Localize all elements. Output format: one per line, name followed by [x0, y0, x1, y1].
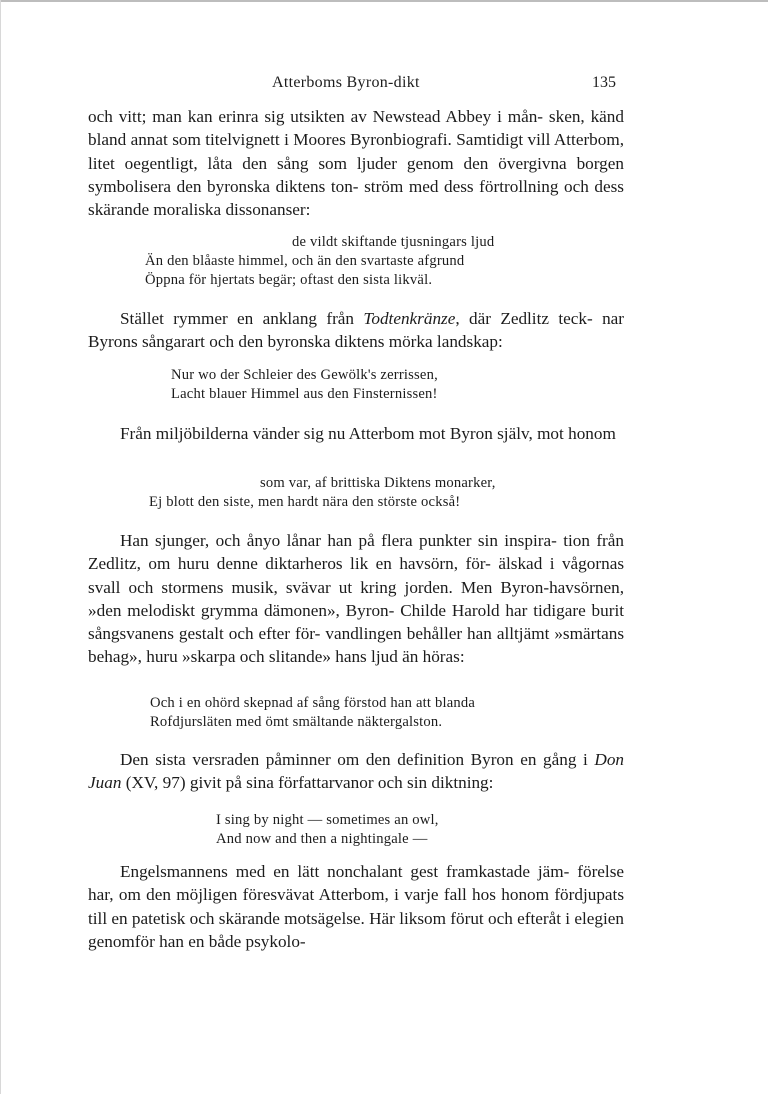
text-line: honom fördjupats till en patetisk och skärande motsägelse. Här: [88, 885, 625, 928]
text-run: Stället rymmer en anklang från: [120, 309, 364, 328]
text-line: genom den övergivna borgen symbolisera den byronska diktens ton-: [88, 153, 624, 196]
verse-line: I sing by night — sometimes an owl,: [216, 812, 439, 828]
paragraph-2-text: [88, 307, 624, 354]
verse-line: Ej blott den siste, men hardt nära den störste också!: [149, 494, 461, 510]
text-line: vandlingen behåller han alltjämt »smärtans behag», huru »skarpa: [88, 624, 625, 667]
text-line: sken, känd bland annat som titelvignett i Moores Byronbiografi.: [88, 107, 624, 150]
text-line: Den sista versraden påminner om den definition Byron en gång: [120, 750, 577, 769]
paragraph-5-text: [88, 748, 624, 795]
verse-line: Än den blåaste himmel, och än den svartaste afgrund: [145, 253, 465, 269]
text-line: Från miljöbilderna vänder sig nu Atterbom mot Byron själv,: [120, 424, 533, 443]
paragraph-6: [88, 860, 624, 953]
text-line: liksom förut och efteråt i elegien genomför han en både psykolo-: [88, 908, 624, 951]
text-line: Engelsmannens med en lätt nonchalant gest framkastade jäm-: [120, 862, 570, 881]
running-title: Atterboms Byron-dikt: [272, 74, 420, 91]
text-line: Men Byron-havsörnen, »den melodiskt grymma dämonen», Byron-: [88, 577, 624, 620]
verse-quote-4: [150, 694, 475, 732]
page-header: [0, 74, 768, 98]
verse-line: de vildt skiftande tjusningars ljud: [292, 234, 495, 250]
italic-title: Don Juan: [88, 750, 625, 793]
verse-line: som var, af brittiska Diktens monarker,: [260, 475, 496, 491]
text-line: och slitande» hans ljud än höras:: [239, 647, 465, 667]
paragraph-1: [88, 105, 624, 221]
text-line: Samtidigt vill Atterbom, litet oegentligt, låta den sång som ljuder: [88, 130, 625, 173]
verse-line: Öppna för hjertats begär; oftast den sista likväl.: [145, 272, 433, 288]
verse-line: Lacht blauer Himmel aus den Finsternissen!: [171, 386, 438, 402]
text-line: förelse har, om den möjligen föresvävat Atterbom, i varje fall hos: [88, 862, 625, 905]
verse-quote-2: [171, 366, 438, 404]
paragraph-2: [88, 307, 624, 354]
paragraph-3-text: [88, 422, 624, 445]
text-line: ström med dess förtrollning och dess skärande moraliska dissonanser:: [88, 176, 624, 220]
text-run: (XV, 97) givit på sina författarvanor och sin diktning:: [121, 773, 494, 793]
verse-line: Och i en ohörd skepnad af sång förstod han att blanda: [150, 695, 476, 711]
text-line: nar Byrons sångarart och den byronska diktens mörka landskap:: [88, 309, 625, 352]
text-line: Han sjunger, och ånyo lånar han på flera punkter sin inspira-: [120, 531, 557, 550]
text-run: , där Zedlitz teck-: [455, 309, 593, 328]
verse-line: Rofdjursläten med ömt smältande näktergalston.: [150, 714, 443, 730]
verse-quote-3: [149, 474, 496, 512]
paragraph-1-text: [88, 105, 624, 221]
page-number: 135: [592, 74, 616, 91]
scan-edge-top: [0, 0, 768, 2]
verse-line: Nur wo der Schleier des Gewölk's zerrissen,: [171, 367, 438, 383]
text-line: tion från Zedlitz, om huru denne diktarheros lik en havsörn, för-: [88, 531, 624, 574]
paragraph-4: [88, 529, 624, 669]
verse-line: And now and then a nightingale —: [216, 831, 428, 847]
text-run: i: [583, 750, 595, 769]
scan-edge-left: [0, 0, 1, 1094]
paragraph-3: [88, 422, 624, 445]
paragraph-4-text: [88, 529, 624, 669]
paragraph-5: [88, 748, 624, 795]
paragraph-6-text: [88, 860, 624, 953]
verse-quote-5: [216, 811, 439, 849]
text-line: älskad i vågornas svall och stormens musik, svävar ut kring jorden.: [88, 554, 625, 597]
text-line: och vitt; man kan erinra sig utsikten av Newstead Abbey i mån-: [88, 107, 544, 126]
italic-title: Todtenkränze: [363, 309, 456, 328]
verse-quote-1: [145, 233, 494, 290]
text-line: mot honom: [537, 424, 616, 443]
text-line: Childe Harold har tidigare burit sångsvanens gestalt och efter för-: [88, 600, 624, 644]
